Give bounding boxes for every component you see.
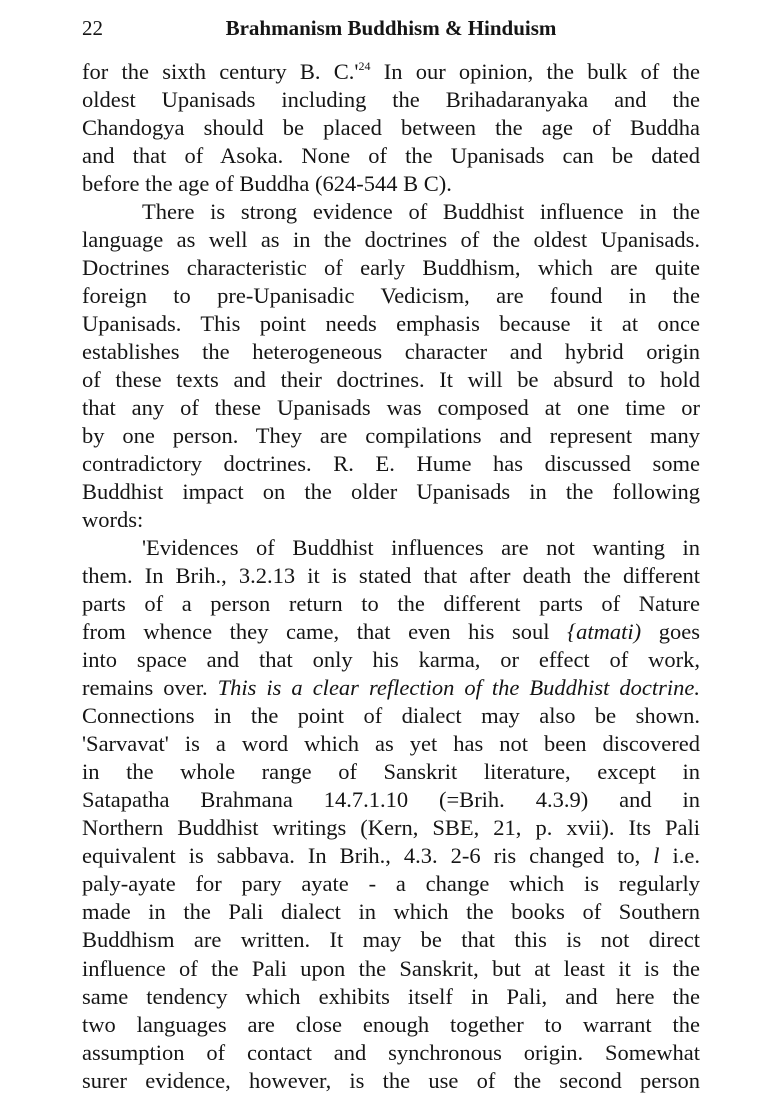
text-line (82, 842, 700, 870)
text-segment: establishes the heterogeneous character and hybrid origin (82, 339, 700, 365)
text-segment: Doctrines characteristic of early Buddhism, which are quite (82, 255, 700, 281)
text-segment: before the age of Buddha (624-544 B C). (82, 171, 452, 197)
text-segment: Chandogya should be placed between the age of Buddha (82, 115, 700, 141)
text-line (82, 86, 700, 114)
text-line (82, 674, 700, 702)
text-segment: Upanisads. This point needs emphasis because it at once (82, 311, 700, 337)
text-segment: Connections in the point of dialect may also be shown. (82, 703, 700, 729)
text-line (82, 786, 700, 814)
text-line (82, 702, 700, 730)
text-line (82, 646, 700, 674)
text-segment: goes (641, 619, 700, 645)
text-segment: foreign to pre-Upanisadic Vedicism, are found in the (82, 283, 700, 309)
text-segment: There is strong evidence of Buddhist influence in the (142, 199, 700, 225)
text-segment: and that of Asoka. None of the Upanisads can be dated (82, 143, 700, 169)
text-line (82, 590, 700, 618)
text-line (82, 170, 700, 198)
page-number: 22 (82, 16, 103, 40)
text-line (82, 58, 700, 86)
text-segment: surer evidence, however, is the use of the second person (82, 1067, 700, 1093)
text-line (82, 142, 700, 170)
text-line (82, 898, 700, 926)
italic-text: l (653, 843, 660, 869)
text-line (82, 198, 700, 226)
text-segment: by one person. They are compilations and represent many (82, 423, 700, 449)
text-segment: Northern Buddhist writings (Kern, SBE, 21, p. xvii). Its Pali (82, 815, 700, 841)
text-segment: words: (82, 507, 144, 533)
text-line (82, 450, 700, 478)
text-line (82, 394, 700, 422)
text-line (82, 870, 700, 898)
text-line (82, 422, 700, 450)
text-segment: i.e. (659, 843, 700, 869)
text-segment: them. In Brih., 3.2.13 it is stated that after death the different (82, 563, 700, 589)
text-segment: in the whole range of Sanskrit literature, except in (82, 759, 700, 785)
text-line (82, 506, 700, 534)
text-line (82, 1011, 700, 1039)
text-segment: of these texts and their doctrines. It will be absurd to hold (82, 367, 700, 393)
text-segment: made in the Pali dialect in which the books of Southern (82, 899, 700, 925)
text-segment: same tendency which exhibits itself in Pali, and here the (82, 983, 700, 1009)
footnote-ref: 24 (358, 59, 371, 73)
text-segment: language as well as in the doctrines of the oldest Upanisads. (82, 227, 700, 253)
text-segment: equivalent is sabbava. In Brih., 4.3. 2-6 ris changed to, (82, 843, 654, 869)
text-segment: two languages are close enough together to warrant the (82, 1011, 700, 1037)
running-title: Brahmanism Buddhism & Hinduism (225, 16, 557, 40)
text-line (82, 310, 700, 338)
text-line (82, 562, 700, 590)
italic-text: This is a clear reflection of the Buddhist doctrine. (217, 675, 700, 701)
text-segment: paly-ayate for pary ayate - a change which is regularly (82, 871, 700, 897)
text-line (82, 1039, 700, 1067)
text-line (82, 618, 700, 646)
running-header (82, 16, 700, 46)
text-segment: In our opinion, the bulk of the (370, 59, 700, 84)
text-segment: parts of a person return to the different parts of Nature (82, 591, 700, 617)
text-segment: 'Evidences of Buddhist influences are not wanting in (142, 535, 700, 561)
text-segment: Buddhism are written. It may be that this is not direct (82, 927, 700, 953)
text-line (82, 758, 700, 786)
text-line (82, 730, 700, 758)
text-line (82, 114, 700, 142)
text-segment: contradictory doctrines. R. E. Hume has discussed some (82, 451, 700, 477)
body-text (82, 58, 700, 1095)
text-line (82, 1067, 700, 1095)
text-segment: 'Sarvavat' is a word which as yet has not been discovered (82, 731, 700, 757)
text-segment: remains over. (82, 675, 218, 701)
text-segment: that any of these Upanisads was composed at one time or (82, 395, 700, 421)
text-line (82, 226, 700, 254)
text-segment: influence of the Pali upon the Sanskrit, but at least it is the (82, 955, 700, 981)
text-segment: assumption of contact and synchronous origin. Somewhat (82, 1039, 700, 1065)
text-segment: into space and that only his karma, or effect of work, (82, 647, 700, 673)
text-line (82, 338, 700, 366)
text-segment: from whence they came, that even his soul (82, 619, 568, 645)
text-line (82, 955, 700, 983)
text-line (82, 366, 700, 394)
text-line (82, 983, 700, 1011)
text-line (82, 282, 700, 310)
text-segment: Buddhist impact on the older Upanisads in the following (82, 479, 700, 505)
text-line (82, 254, 700, 282)
text-line (82, 926, 700, 954)
text-segment: oldest Upanisads including the Brihadaranyaka and the (82, 87, 700, 113)
text-line (82, 534, 700, 562)
italic-text: {atmati) (567, 619, 642, 645)
text-line (82, 478, 700, 506)
text-segment: for the sixth century B. C.' (82, 59, 359, 84)
text-segment: Satapatha Brahmana 14.7.1.10 (=Brih. 4.3.9) and in (82, 787, 700, 813)
text-line (82, 814, 700, 842)
